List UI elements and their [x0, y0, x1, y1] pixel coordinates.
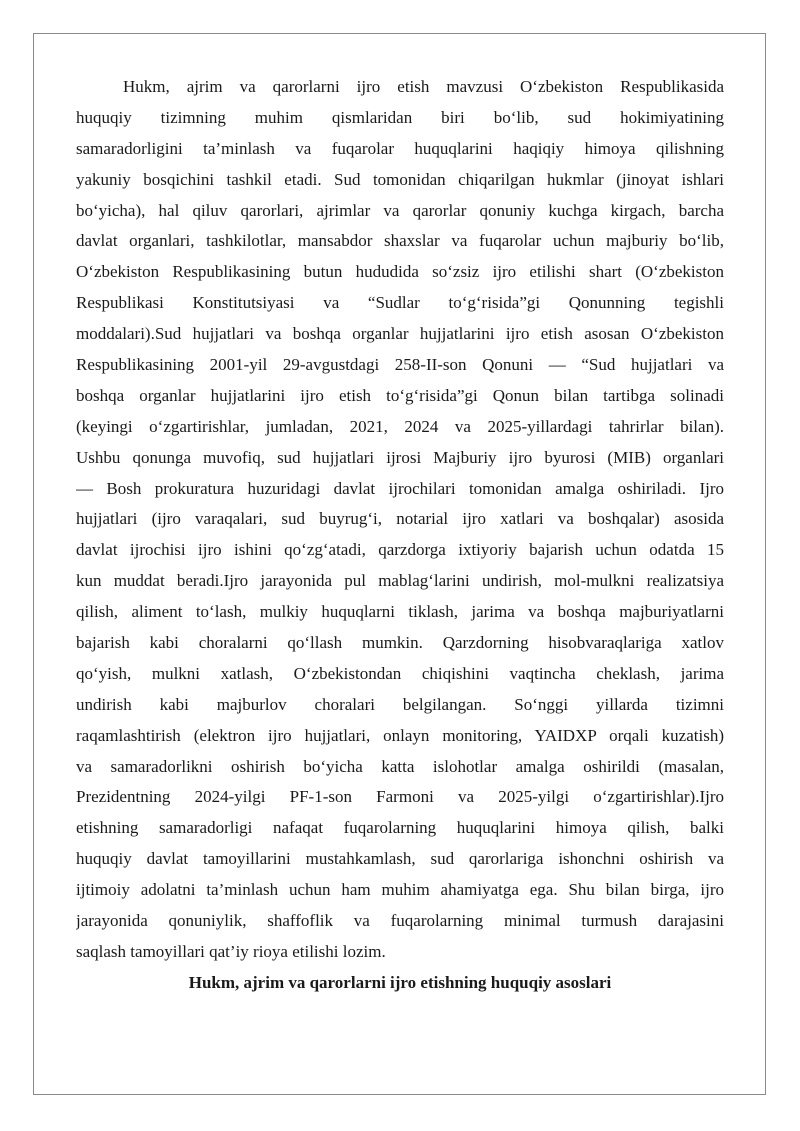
paragraph-line: Respublikasining 2001-yil 29-avgustdagi 258-II-son Qonuni — “Sud hujjatlari va: [76, 355, 724, 375]
paragraph-line: bajarish kabi choralarni qo‘llash mumkin. Qarzdorning hisobvaraqlariga xatlov: [76, 633, 724, 653]
paragraph-line: jarayonida qonuniylik, shaffoflik va fuqarolarning minimal turmush darajasini: [76, 911, 724, 931]
paragraph-line: etishning samaradorligi nafaqat fuqarolarning huquqlarini himoya qilish, balki: [76, 818, 724, 838]
paragraph-line: Ushbu qonunga muvofiq, sud hujjatlari ijrosi Majburiy ijro byurosi (MIB) organlari: [76, 447, 724, 467]
paragraph-line: raqamlashtirish (elektron ijro hujjatlari, onlayn monitoring, YAIDXP orqali kuzatish): [76, 725, 724, 745]
paragraph-line: bo‘yicha), hal qiluv qarorlari, ajrimlar va qarorlar qonuniy kuchga kirgach, barcha: [76, 200, 724, 220]
paragraph-line: Hukm, ajrim va qarorlarni ijro etish mavzusi O‘zbekiston Respublikasida: [123, 77, 724, 96]
paragraph-line: boshqa organlar hujjatlarini ijro etish to‘g‘risida”gi Qonun bilan tartibga solinadi: [76, 385, 724, 405]
paragraph-line: Respublikasi Konstitutsiyasi va “Sudlar to‘g‘risida”gi Qonunning tegishli: [76, 293, 724, 313]
paragraph-line: davlat ijrochisi ijro ishini qo‘zg‘atadi, qarzdorga ixtiyoriy bajarish uchun odatda 15: [76, 540, 724, 560]
paragraph-line: Prezidentning 2024-yilgi PF-1-son Farmoni va 2025-yilgi o‘zgartirishlar).Ijro: [76, 787, 724, 807]
paragraph-line: huquqiy tizimning muhim qismlaridan biri bo‘lib, sud hokimiyatining: [76, 107, 724, 127]
paragraph-line: qo‘yish, mulkni xatlash, O‘zbekistondan chiqishini vaqtincha cheklash, jarima: [76, 663, 724, 683]
section-heading: Hukm, ajrim va qarorlarni ijro etishning huquqiy asoslari: [188, 972, 612, 992]
paragraph-line: qilish, aliment to‘lash, mulkiy huquqlarni tiklash, jarima va boshqa majburiyatlarni: [76, 602, 724, 622]
paragraph-line: undirish kabi majburlov choralari belgilangan. So‘nggi yillarda tizimni: [76, 694, 724, 714]
paragraph-line: moddalari).Sud hujjatlari va boshqa organlar hujjatlarini ijro etish asosan O‘zbekiston: [76, 324, 724, 344]
body-paragraph: [76, 72, 724, 968]
paragraph-line: yakuniy bosqichini tashkil etadi. Sud tomonidan chiqarilgan hukmlar (jinoyat ishlari: [76, 169, 724, 189]
paragraph-line: huquqiy davlat tamoyillarini mustahkamlash, sud qarorlariga ishonchni oshirish va: [76, 849, 724, 869]
paragraph-line: ijtimoiy adolatni ta’minlash uchun ham muhim ahamiyatga ega. Shu bilan birga, ijro: [76, 880, 724, 900]
paragraph-line: kun muddat beradi.Ijro jarayonida pul mablag‘larini undirish, mol-mulkni realizatsiya: [76, 571, 724, 591]
paragraph-line: va samaradorlikni oshirish bo‘yicha katta islohotlar amalga oshirildi (masalan,: [76, 756, 724, 776]
paragraph-line: hujjatlari (ijro varaqalari, sud buyrug‘i, notarial ijro xatlari va boshqalar) asosida: [76, 509, 724, 529]
paragraph-line: (keyingi o‘zgartirishlar, jumladan, 2021, 2024 va 2025-yillardagi tahrirlar bilan).: [76, 416, 724, 436]
paragraph-line: samaradorligini ta’minlash va fuqarolar huquqlarini haqiqiy himoya qilishning: [76, 138, 724, 158]
paragraph-line: davlat organlari, tashkilotlar, mansabdor shaxslar va fuqarolar uchun majburiy bo‘lib,: [76, 231, 724, 251]
paragraph-line: saqlash tamoyillari qat’iy rioya etilishi lozim.: [76, 941, 386, 961]
paragraph-line: O‘zbekiston Respublikasining butun hududida so‘zsiz ijro etilishi shart (O‘zbekiston: [76, 262, 724, 282]
paragraph-line: — Bosh prokuratura huzuridagi davlat ijrochilari tomonidan amalga oshiriladi. Ijro: [76, 478, 724, 498]
page-content: [76, 72, 724, 999]
